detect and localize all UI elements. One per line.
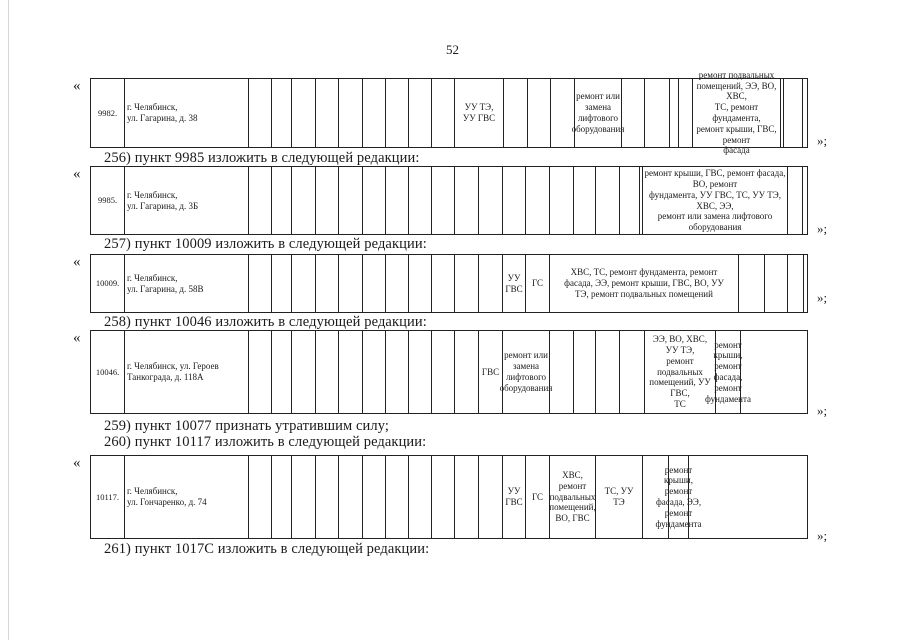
empty-cell (271, 167, 291, 234)
cell-text: г. Челябинск, ул. Гагарина, д. 3Б (127, 189, 199, 211)
empty-cell (787, 167, 802, 234)
cell-text: УУ ГВС (505, 272, 523, 294)
cell-text: ремонт подвальных помещений, ЭЭ, ВО, ХВС, ТС, ремонт фундамента, ремонт крыши, ГВС, ремонт фасада (696, 69, 777, 156)
empty-cell (478, 167, 502, 234)
page-edge-line (8, 0, 9, 640)
empty-cell (271, 331, 291, 413)
empty-cell (408, 79, 431, 147)
empty-cell (408, 167, 431, 234)
table-row (90, 455, 808, 539)
empty-cell (362, 167, 385, 234)
empty-cell (787, 255, 803, 312)
empty-cell (619, 331, 644, 413)
empty-cell (740, 331, 809, 413)
row-number-cell (91, 167, 124, 234)
address-cell (124, 255, 248, 312)
empty-cell (431, 255, 454, 312)
empty-cell (431, 331, 454, 413)
cell-text: г. Челябинск, ул. Гагарина, д. 58В (127, 272, 204, 294)
row-number-cell (91, 255, 124, 312)
row-number-cell (91, 79, 124, 147)
row-number-cell (91, 331, 124, 413)
empty-cell (291, 255, 315, 312)
table-row (90, 330, 808, 414)
empty-cell (385, 79, 408, 147)
row-number-cell (91, 456, 124, 538)
cell-text: ГС (531, 278, 544, 289)
cell-text: 10117. (95, 491, 120, 502)
empty-cell (573, 331, 595, 413)
address-cell (124, 456, 248, 538)
empty-cell (385, 255, 408, 312)
close-quote: »; (817, 528, 828, 543)
cell-text: г. Челябинск, ул. Гончаренко, д. 74 (127, 486, 207, 507)
page-number: 52 (446, 42, 459, 57)
empty-cell (783, 79, 802, 147)
works-cell (478, 331, 502, 413)
empty-cell (573, 167, 595, 234)
empty-cell (431, 79, 454, 147)
works-cell (704, 331, 752, 413)
empty-cell (478, 456, 502, 538)
works-cell (525, 255, 549, 312)
empty-cell (248, 456, 271, 538)
empty-cell (271, 456, 291, 538)
open-quote: « (73, 254, 81, 270)
empty-cell (431, 456, 454, 538)
cell-text: ремонт крыши, ГВС, ремонт фасада, ВО, ремонт фундамента, УУ ГВС, ТС, УУ ТЭ, ХВС, ЭЭ, ремонт или замена лифтового оборудования (644, 168, 786, 233)
empty-cell (454, 331, 478, 413)
empty-cell (764, 255, 787, 312)
cell-text: г. Челябинск, ул. Гагарина, д. 38 (127, 102, 198, 123)
amendment-item: 256) пункт 9985 изложить в следующей редакции: (104, 150, 420, 166)
empty-cell (362, 255, 385, 312)
cell-text: 9982. (97, 107, 118, 118)
empty-cell (248, 331, 271, 413)
close-quote: »; (817, 403, 828, 418)
empty-cell (595, 331, 619, 413)
empty-cell (454, 255, 478, 312)
empty-cell (248, 79, 271, 147)
close-quote: »; (817, 133, 828, 148)
empty-cell (338, 255, 362, 312)
empty-cell (595, 167, 619, 234)
empty-cell (408, 255, 431, 312)
empty-cell (669, 79, 678, 147)
close-quote: »; (817, 290, 828, 305)
empty-cell (644, 79, 669, 147)
cell-text: ГВС (481, 366, 500, 377)
empty-cell (619, 167, 639, 234)
address-cell (124, 167, 248, 234)
cell-text: ремонт крыши, ремонт фасада, ЭЭ, ремонт фундамента (655, 464, 702, 529)
empty-cell (248, 167, 271, 234)
empty-cell (549, 167, 573, 234)
empty-cell (338, 79, 362, 147)
works-cell (571, 79, 625, 147)
empty-cell (315, 79, 338, 147)
address-cell (124, 331, 248, 413)
empty-cell (454, 167, 478, 234)
works-cell (454, 79, 503, 147)
open-quote: « (73, 330, 81, 346)
empty-cell (688, 456, 809, 538)
works-cell (525, 456, 549, 538)
empty-cell (527, 79, 550, 147)
empty-cell (550, 79, 574, 147)
empty-cell (802, 79, 809, 147)
empty-cell (803, 255, 809, 312)
empty-cell (549, 331, 573, 413)
empty-cell (362, 456, 385, 538)
amendment-item: 257) пункт 10009 изложить в следующей редакции: (104, 236, 427, 252)
address-cell (124, 79, 248, 147)
empty-cell (291, 456, 315, 538)
table-row (90, 69, 808, 156)
works-cell (499, 331, 553, 413)
amendment-item: 260) пункт 10117 изложить в следующей редакции: (104, 434, 427, 450)
amendment-item: 261) пункт 1017С изложить в следующей редакции: (104, 541, 430, 557)
empty-cell (385, 167, 408, 234)
empty-cell (291, 331, 315, 413)
cell-text: 9985. (97, 195, 118, 206)
empty-cell (338, 331, 362, 413)
works-cell (655, 456, 702, 538)
works-cell (549, 255, 738, 312)
works-cell (692, 69, 780, 156)
works-cell (595, 456, 642, 538)
empty-cell (738, 255, 764, 312)
empty-cell (315, 255, 338, 312)
empty-cell (291, 79, 315, 147)
empty-cell (385, 456, 408, 538)
empty-cell (678, 79, 692, 147)
empty-cell (362, 331, 385, 413)
empty-cell (478, 255, 502, 312)
empty-cell (315, 167, 338, 234)
works-cell (549, 456, 595, 538)
cell-text: 10009. (95, 278, 120, 289)
cell-text: УУ ГВС (505, 486, 523, 507)
open-quote: « (73, 166, 81, 182)
empty-cell (408, 456, 431, 538)
empty-cell (315, 456, 338, 538)
cell-text: ГС (531, 491, 544, 502)
close-quote: »; (817, 221, 828, 236)
cell-text: г. Челябинск, ул. Героев Танкограда, д. 118А (127, 361, 219, 382)
empty-cell (271, 255, 291, 312)
works-cell (642, 167, 787, 234)
empty-cell (271, 79, 291, 147)
empty-cell (525, 167, 549, 234)
works-cell (502, 456, 525, 538)
amendment-item: 258) пункт 10046 изложить в следующей редакции: (104, 314, 427, 330)
empty-cell (248, 255, 271, 312)
cell-text: ремонт крыши, ремонт фасада, ремонт фундамента (704, 339, 752, 404)
works-cell (502, 255, 525, 312)
cell-text: ЭЭ, ВО, ХВС, УУ ТЭ, ремонт подвальных помещений, УУ ГВС, ТС (649, 334, 711, 409)
cell-text: УУ ТЭ, УУ ГВС (462, 102, 496, 123)
cell-text: 10046. (95, 366, 120, 377)
table-row (90, 254, 808, 313)
cell-text: ремонт или замена лифтового оборудования (499, 350, 553, 393)
empty-cell (454, 456, 478, 538)
empty-cell (431, 167, 454, 234)
empty-cell (408, 331, 431, 413)
cell-text: ХВС, ТС, ремонт фундамента, ремонт фасада, ЭЭ, ремонт крыши, ГВС, ВО, УУ ТЭ, ремонт подвальных помещений (564, 267, 724, 299)
empty-cell (621, 79, 644, 147)
open-quote: « (73, 78, 81, 94)
empty-cell (315, 331, 338, 413)
amendment-item: 259) пункт 10077 признать утратившим силу; (104, 418, 390, 434)
table-row (90, 166, 808, 235)
empty-cell (338, 456, 362, 538)
cell-text: ТС, УУ ТЭ (604, 486, 634, 507)
empty-cell (385, 331, 408, 413)
cell-text: ХВС, ремонт подвальных помещений, ВО, ГВС (549, 470, 596, 524)
empty-cell (802, 167, 809, 234)
empty-cell (362, 79, 385, 147)
cell-text: ремонт или замена лифтового оборудования (571, 91, 625, 134)
empty-cell (338, 167, 362, 234)
open-quote: « (73, 455, 81, 471)
empty-cell (502, 167, 525, 234)
empty-cell (291, 167, 315, 234)
empty-cell (503, 79, 527, 147)
